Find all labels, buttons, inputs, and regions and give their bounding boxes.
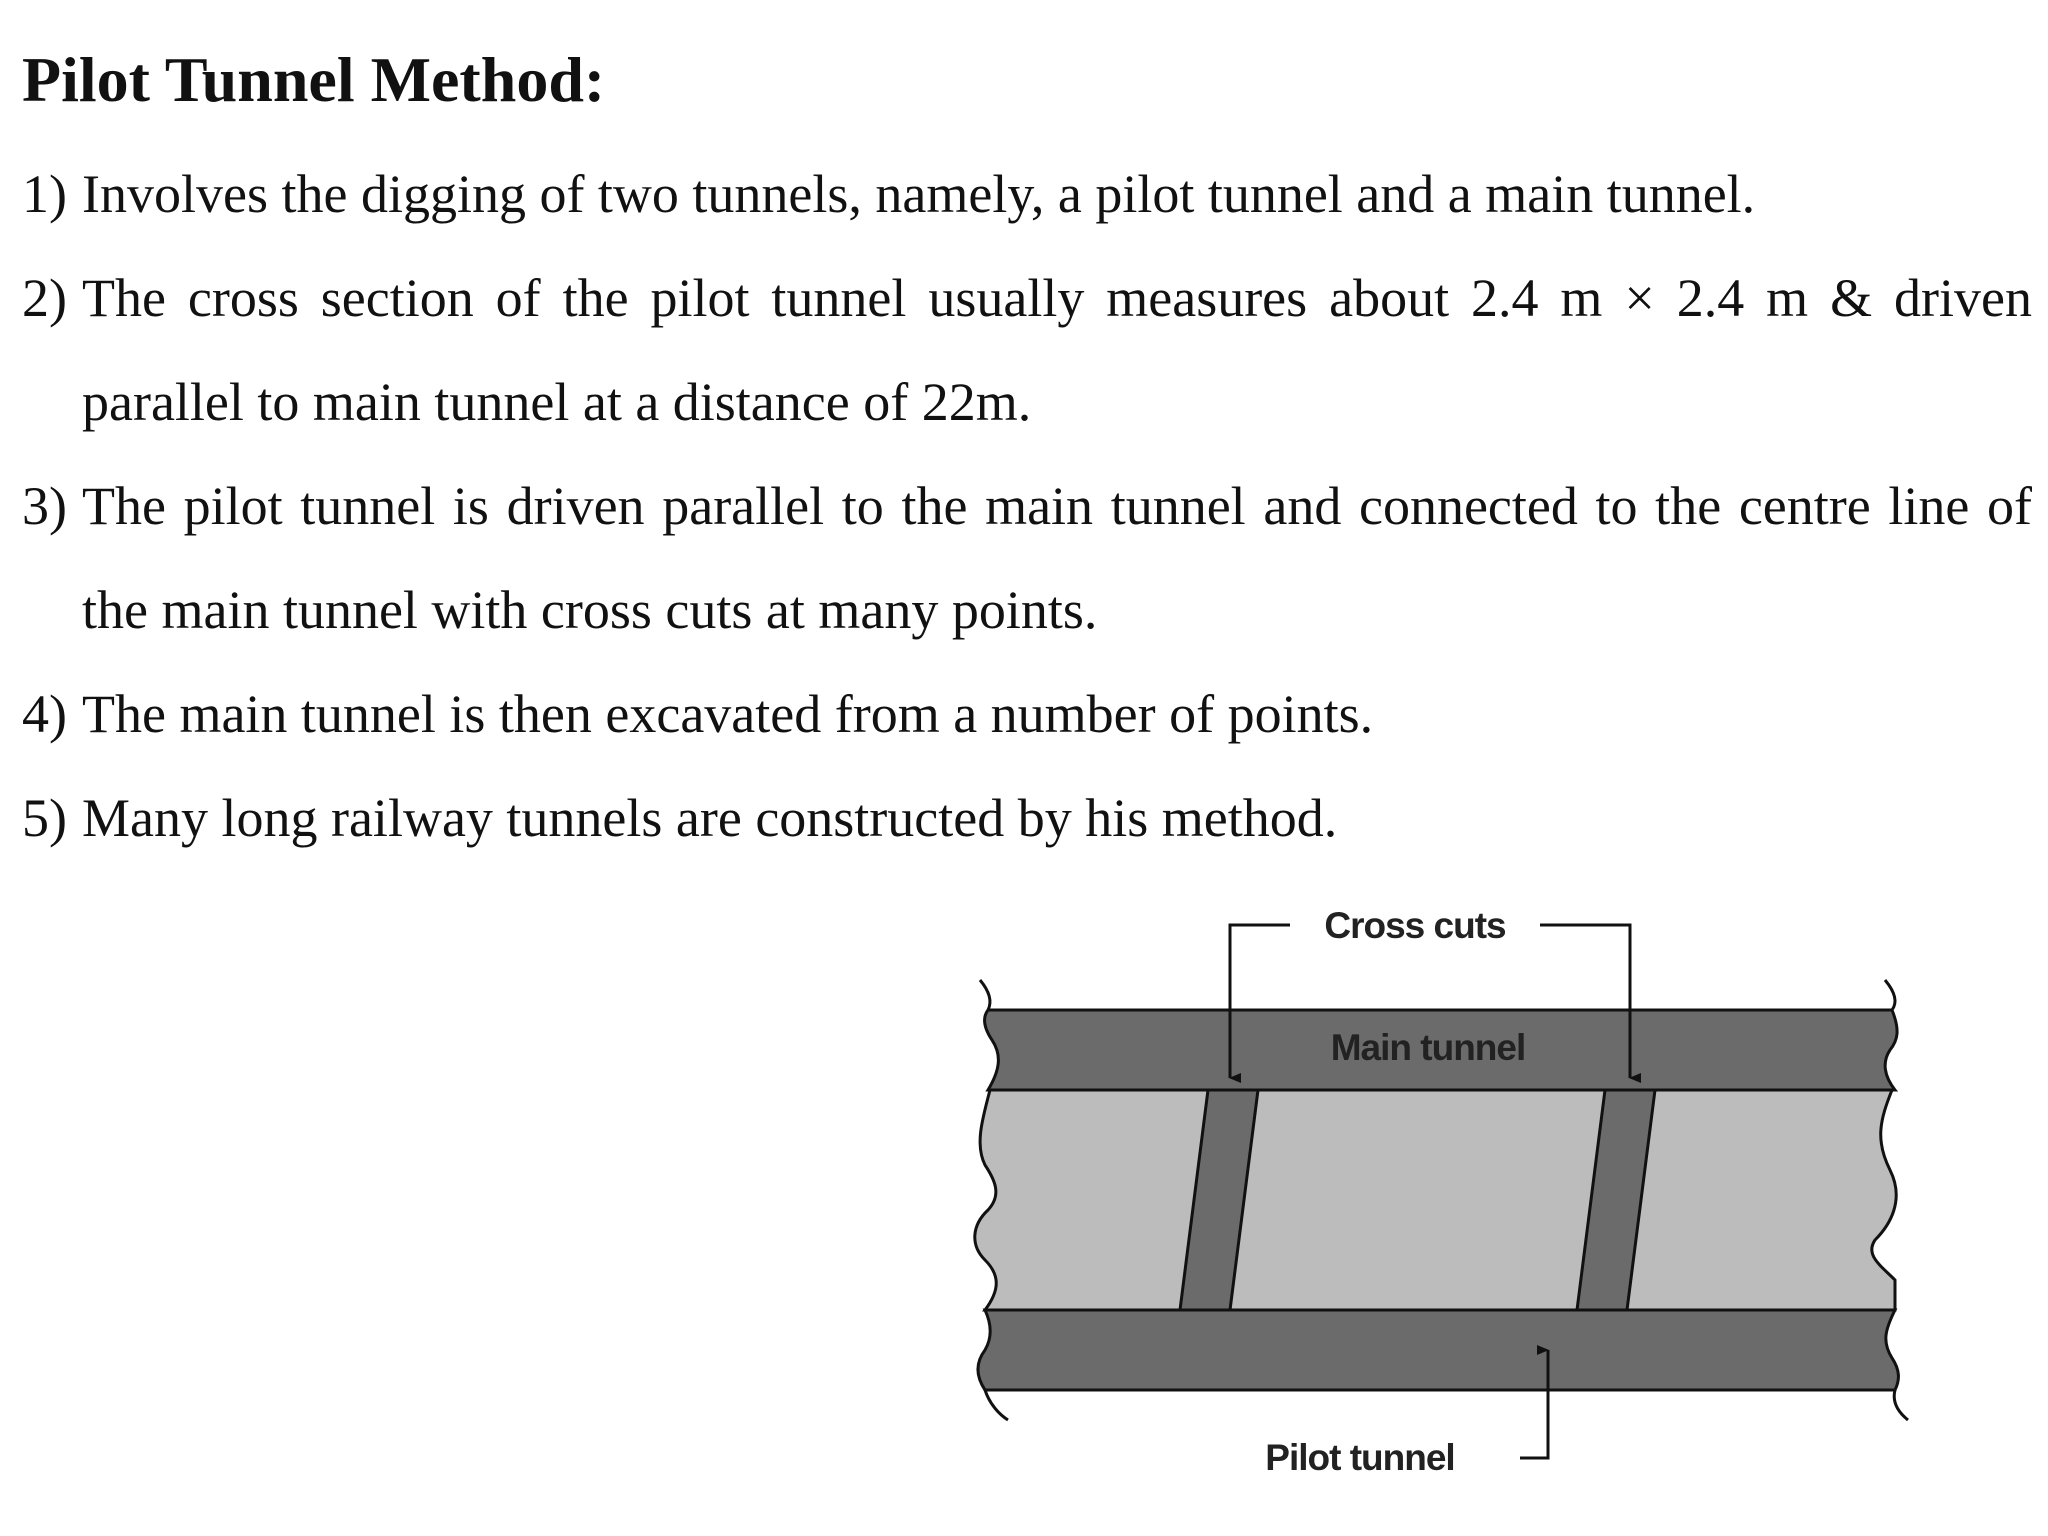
main-tunnel-right-edge bbox=[1885, 980, 1895, 1010]
list-item-text: The cross section of the pilot tunnel usually measures about 2.4 m × 2.4 m & driven parallel to main tunnel at a distance of 22m. bbox=[82, 268, 2032, 432]
main-tunnel-label: Main tunnel bbox=[1330, 1027, 1526, 1068]
list-item bbox=[22, 766, 2032, 870]
list-item-number: 2) bbox=[22, 268, 67, 328]
pilot-tunnel-label: Pilot tunnel bbox=[1265, 1437, 1455, 1478]
ground-strip bbox=[975, 1090, 1896, 1310]
pilot-tunnel-diagram bbox=[940, 880, 1940, 1520]
diagram-svg bbox=[940, 880, 1940, 1520]
pilot-tunnel bbox=[978, 1310, 1899, 1390]
list-item bbox=[22, 662, 2032, 766]
list-item-number: 5) bbox=[22, 788, 67, 848]
list-item-text: The pilot tunnel is driven parallel to the main tunnel and connected to the centre line of the main tunnel with cross cuts at many points. bbox=[82, 476, 2032, 640]
list-item bbox=[22, 454, 2032, 662]
cross-cuts-label: Cross cuts bbox=[1324, 905, 1506, 946]
page-title: Pilot Tunnel Method: bbox=[22, 44, 606, 115]
list-item-text: Involves the digging of two tunnels, namely, a pilot tunnel and a main tunnel. bbox=[82, 164, 1756, 224]
list-item-number: 4) bbox=[22, 684, 67, 744]
list-item-number: 3) bbox=[22, 476, 67, 536]
list-item-text: Many long railway tunnels are constructed by his method. bbox=[82, 788, 1338, 848]
pilot-tunnel-right-edge bbox=[1894, 1390, 1908, 1420]
pilot-tunnel-left-edge bbox=[985, 1390, 1008, 1420]
list-item bbox=[22, 246, 2032, 454]
list-item bbox=[22, 142, 2032, 246]
main-tunnel-left-edge bbox=[980, 980, 990, 1010]
list-item-number: 1) bbox=[22, 164, 67, 224]
list-item-text: The main tunnel is then excavated from a number of points. bbox=[82, 684, 1374, 744]
